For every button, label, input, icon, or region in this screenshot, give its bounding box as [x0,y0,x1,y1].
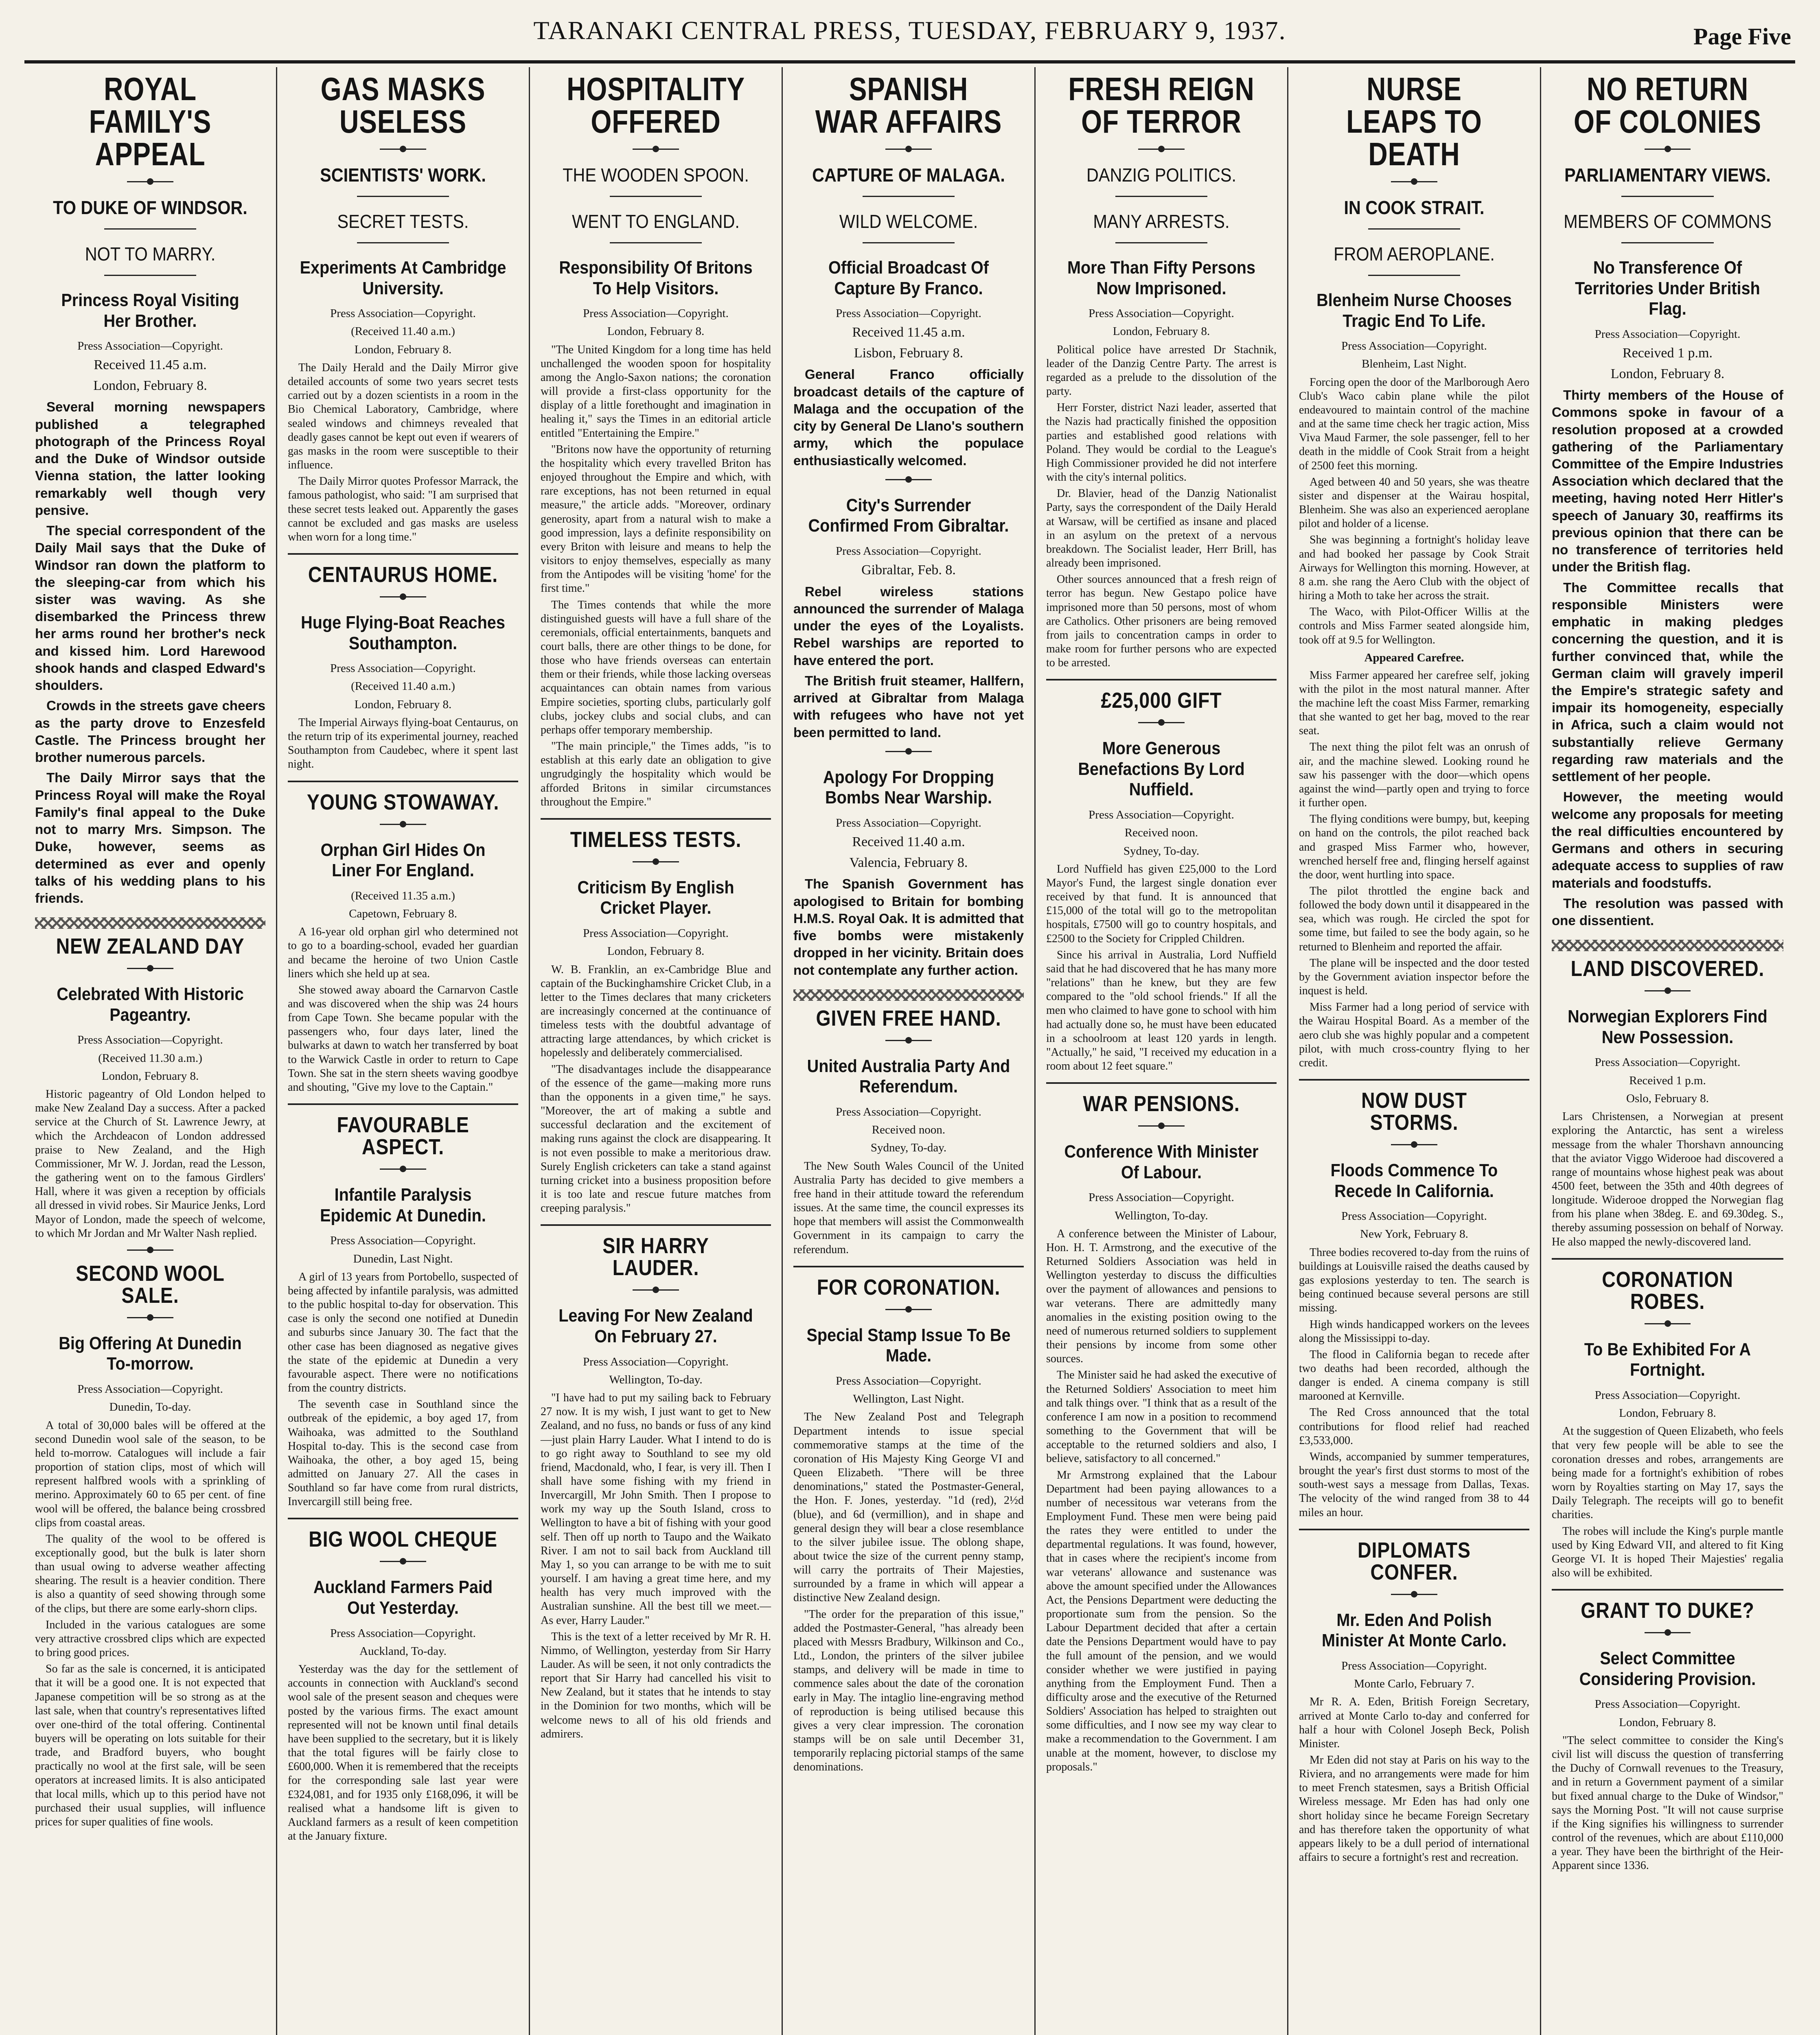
byline: Press Association—Copyright. [330,1234,476,1247]
dateline: Auckland, To-day. [359,1644,447,1658]
paragraph: Lars Christensen, a Norwegian at present exploring the Antarctic, has sent a wireless message from the whaler Thorshavn announcing that the aviator Viggo Widerooe had discovered a range of mountains whose highest peak was about 4500 feet, between the 35th and 40th degrees of longitude. Widerooe dropped the Norwegian flag from his plane when 38deg. E. and 69.30deg. S., thereby assuming possession on behalf of Norway. He also mapped the newly-discovered land. [1552,1110,1783,1248]
paragraph: "The disadvantages include the disappearance of the essence of the game—making more runs than the opponents in a given time," he says. "Moreover, the art of making a subtle and successful declaration and the excitement of making runs against the clock are disappearing. It is not even possible to make a meritorious draw. Surely English cricketers can take a stand against turning cricket into a business proposition before it is too late and rescue future matches from creeping paralysis." [541,1063,771,1215]
divider [1552,236,1783,249]
separator [1046,1082,1277,1084]
dateline: Sydney, To-day. [870,1141,947,1155]
divider [288,1554,518,1568]
byline: Press Association—Copyright. [1088,307,1234,320]
paragraph: Other sources announced that a fresh reign of terror has begun. New Gestapo police have imprisoned more than 50 persons, most of whom are Catholics. Other prisoners are being removed from jails to concentration camps in order to make room for further persons who are expected to be arrested. [1046,573,1277,670]
divider [288,1162,518,1176]
dateline: Blenheim, Last Night. [1362,357,1467,371]
deck: MEMBERS OF COMMONS [1564,211,1772,232]
divider [793,473,1024,486]
dateline: London, February 8. [354,698,452,711]
paragraph: Political police have arrested Dr Stachnik, leader of the Danzig Centre Party. The arrest is regarded as a prelude to the dissolution of the party. [1046,343,1277,398]
paragraph: The pilot throttled the engine back and followed the body down until it disappeared in the sea, which was rough. He circled the spot for some time, but failed to see the body again, so he returned to Blenheim and reported the affair. [1299,885,1529,953]
divider [1299,1587,1529,1601]
column-4 [783,67,1036,2035]
subhead: United Australia Party And Referendum. [807,1056,1010,1097]
deck: TO DUKE OF WINDSOR. [53,197,247,218]
paragraph: The quality of the wool to be offered is exceptionally good, but the bulk is later shorn than usual owing to adverse weather affecting shearing. The result is a heavier condition. There is also a quantity of seed showing through some of the clips, but there are some early-shorn clips. [35,1532,265,1615]
paragraph: The British fruit steamer, Hallfern, arrived at Gibraltar from Malaga with refugees who have not yet been permitted to land. [793,673,1024,740]
divider [35,1243,265,1257]
paragraph: Since his arrival in Australia, Lord Nuffield said that he had discovered that he has many more "relations" than he knew, but they are few compared to the "old school friends." If all the men who claimed to have gone to school with him had actually done so, he must have been educated in a schoolroom at least 120 yards in length. "Actually," he said, "I received my education in a room about 12 feet square." [1046,948,1277,1072]
paragraph: Several morning newspapers published a telegraphed photograph of the Princess Royal and the Duke of Windsor outside Vienna station, the latter looking remarkably well though very pensive. [35,399,265,518]
inline-subhead: Appeared Carefree. [1364,651,1464,664]
paragraph: The flying conditions were bumpy, but, keeping on hand on the controls, the pilot reached back and grasped Miss Farmer who, however, wrenched herself free and, flinging herself against the door, went hurtling into space. [1299,813,1529,881]
divider [1552,190,1783,202]
separator [1299,1079,1529,1081]
byline: Press Association—Copyright. [583,1355,729,1368]
subhead: Apology For Dropping Bombs Near Warship. [823,767,994,808]
subhead: City's Surrender Confirmed From Gibraltar. [808,495,1009,536]
dateline: London, February 8. [1113,325,1210,338]
paragraph: A total of 30,000 bales will be offered at the second Dunedin wool sale of the season, to be held to-morrow. Catalogues will include a fair proportion of station clips, most of which will represent halfbred wools with a sprinkling of merino. Approximately 60 to 65 per cent. of fine wool will be offered, the balance being crossbred clips from coastal areas. [35,1419,265,1529]
subhead: Experiments At Cambridge University. [300,258,506,298]
headline: SIR HARRY LAUDER. [602,1234,709,1280]
separator [1299,1529,1529,1530]
received-time: Received 1 p.m. [1629,1074,1706,1087]
subhead: Huge Flying-Boat Reaches Southampton. [301,612,505,653]
byline: Press Association—Copyright. [1341,1659,1487,1672]
received-time: (Received 11.30 a.m.) [98,1051,202,1065]
separator [793,1266,1024,1267]
subhead: Criticism By English Cricket Player. [577,877,734,918]
paragraph: W. B. Franklin, an ex-Cambridge Blue and captain of the Buckinghamshire Cricket Club, in a letter to the Times declares that many cricketers are increasingly concerned at the continuance of timeless tests with the doubtful advantage of attracting large attendances, by which cricket is hopelessly and deliberately commercialised. [541,963,771,1059]
byline: Press Association—Copyright. [330,662,476,675]
subhead: Responsibility Of Britons To Help Visitors. [559,258,753,298]
dateline: Wellington, Last Night. [853,1392,964,1406]
divider [1552,984,1783,998]
byline: Press Association—Copyright. [1341,339,1487,353]
separator [288,1103,518,1105]
divider [793,190,1024,202]
column-5 [1036,67,1288,2035]
dateline: London, February 8. [93,378,207,393]
paragraph: The Red Cross announced that the total contributions for flood relief had reached £3,533,000. [1299,1406,1529,1447]
paragraph: The Daily Mirror quotes Professor Marrack, the famous pathologist, who said: "I am surprised that these secret tests leaked out. Apparently the gases cannot be excluded and gas masks are useless when worn for a long time." [288,475,518,543]
headline: CENTAURUS HOME. [308,562,498,587]
paragraph: So far as the sale is concerned, it is anticipated that it will be a good one. It is not expected that Japanese competition will be so strong as at the last sale, when that country's representatives lifted over one-third of the total offering. Continental buyers will be operating on lots suitable for their trade, and Bradford buyers, who bought practically no wool at the first sale, will be seen operators at increased limits. It is also anticipated that local mills, which up to this period have not purchased their usual supplies, will influence prices for super qualities of fine wools. [35,1663,265,1828]
byline: Press Association—Copyright. [1594,1056,1741,1069]
byline: Press Association—Copyright. [1594,327,1741,341]
subhead: Blenheim Nurse Chooses Tragic End To Life. [1316,290,1512,331]
column-3 [530,67,783,2035]
separator [288,553,518,555]
separator [1046,679,1277,681]
subhead: More Than Fifty Persons Now Imprisoned. [1067,258,1256,298]
divider [541,236,771,249]
paragraph: Mr Armstrong explained that the Labour Department had been paying allowances to a number of necessitous war veterans from the Employment Fund. These men were being paid the rates they were entitled to under the departmental regulations. It was found, however, that in cases where the recipient's income from war veterans' allowance and sustenance was above the amount specified under the Allowances Act, the Pensions Department were deducting the proportionate sum from the pension. So the Labour Department decided that after a certain date the Pensions Department would have to pay the full amount of the pension, and we would consider whether we were justified in paying anything from the Employment Fund. Then a difficulty arose and the executive of the Returned Soldiers' Association has helped to straighten out some difficulties, and I now see my way clear to make a recommendation to the Government. I am unable at the moment, however, to disclose my proposals." [1046,1468,1277,1773]
divider [541,190,771,202]
subhead: More Generous Benefactions By Lord Nuffield. [1078,738,1245,800]
received-time: Received 11.45 a.m. [852,325,965,340]
divider [541,855,771,869]
received-time: Received noon. [872,1123,946,1137]
subhead: Select Committee Considering Provision. [1579,1648,1756,1689]
received-time: Received 1 p.m. [1623,346,1713,361]
paragraph: The Daily Herald and the Daily Mirror give detailed accounts of some two years secret tests carried out by a dozen scientists in a room in the Bio Chemical Laboratory, Cambridge, where sealed windows and chimneys revealed that deadly gases cannot be kept out even if wearers of gas masks in the room were susceptible to their influence. [288,361,518,472]
paragraph: The Committee recalls that responsible Ministers were emphatic in making pledges concerning the question, and it is further convinced that, while the German claim will gravely imperil the Empire's strategic safety and impair its homogeneity, especially in Africa, such a claim would not substantially relieve Germany regarding raw materials and the settlement of her people. [1552,580,1783,784]
paragraph: "The order for the preparation of this issue," added the Postmaster-General, "has already been placed with Messrs Bradbury, Wilkinson and Co., Ltd., London, the printers of the silver jubilee stamps, and delivery will be made in time to commence sales about the date of the coronation early in May. The intaglio line-engraving method of reproduction is being utilised because this gives a very clear impression. The coronation stamps will be on sale until December 31, temporarily replacing pictorial stamps of the same denominations. [793,1608,1024,1774]
paragraph: Forcing open the door of the Marlborough Aero Club's Waco cabin plane while the pilot endeavoured to maintain control of the machine and at the same time check her tragic action, Miss Viva Maud Farmer, the sole passenger, fell to her death in the middle of Cook Strait from a height of 2500 feet this morning. [1299,376,1529,472]
divider [288,817,518,831]
dateline: London, February 8. [607,945,705,958]
paragraph: The robes will include the King's purple mantle used by King Edward VII, and altered to fit King George VI. It is hoped Their Majesties' regalia also will be exhibited. [1552,1525,1783,1580]
dateline: London, February 8. [607,325,705,338]
page-number: Page Five [1693,23,1791,50]
paragraph: "The select committee to consider the King's civil list will discuss the question of transferring the Duchy of Cornwall revenues to the Treasury, and in return a Government payment of a similar but fixed annual charge to the Duke of Windsor," says the Morning Post. "It will not cause surprise if the King signifies his willingness to surrender control of the revenues, which are about £110,000 a year. They have been the birthright of the Heir-Apparent since 1336. [1552,1734,1783,1872]
dateline: Sydney, To-day. [1123,844,1200,858]
headline: HOSPITALITY OFFERED [567,71,745,140]
divider [1299,269,1529,281]
wave-divider [1552,940,1783,951]
divider [1046,190,1277,202]
headline: TIMELESS TESTS. [570,827,742,852]
separator [288,1518,518,1519]
headline: CORONATION ROBES. [1602,1267,1733,1314]
paragraph: "The United Kingdom for a long time has held unchallenged the wooden spoon for hospitality among the Anglo-Saxon nations; the coronation will provide a first-class opportunity for the display of a little forethought and imagination in healing it," says the Times in an editorial article entitled "Entertaining the Empire." [541,343,771,440]
byline: Press Association—Copyright. [1088,1191,1234,1204]
divider [1552,1317,1783,1330]
divider [288,590,518,604]
paragraph: Winds, accompanied by summer temperatures, brought the year's first dust storms to most of the south-west says a message from Dallas, Texas. The velocity of the wind ranged from 38 to 44 miles an hour. [1299,1450,1529,1519]
subhead: Conference With Minister Of Labour. [1064,1142,1259,1182]
paragraph: General Franco officially broadcast details of the capture of Malaga and the occupation of the city by General De Llano's southern army, which the populace enthusiastically welcomed. [793,367,1024,468]
paragraph: The New South Wales Council of the United Australia Party has decided to give members a free hand in their attitude toward the referendum issues. At the same time, the council expresses its hope that members will assist the Commonwealth Government in its campaign to carry the referendum. [793,1160,1024,1256]
paragraph: She stowed away aboard the Carnarvon Castle and was discovered when the ship was 24 hours from Cape Town. She became popular with the passengers who, four days later, lined the bulwarks at dawn to watch her transferred by boat to the Warwick Castle in order to return to Cape Town. She sat in the stern sheets waving goodbye and shouting, "Give my love to the Captain." [288,983,518,1094]
deck: PARLIAMENTARY VIEWS. [1564,164,1771,186]
paragraph: Herr Forster, district Nazi leader, asserted that the Nazis had practically finished the opposition parties and established good relations with Poland. They would be cordial to the League's High Commissioner provided he did not interfere with the city's internal politics. [1046,401,1277,484]
dateline: London, February 8. [1619,1716,1716,1729]
divider [1046,236,1277,249]
masthead [24,3,1795,63]
headline: ROYAL FAMILY'S APPEAL [89,71,212,172]
deck: DANZIG POLITICS. [1086,164,1237,186]
byline: Press Association—Copyright. [77,1033,223,1047]
deck: MANY ARRESTS. [1093,211,1230,232]
headline: NOW DUST STORMS. [1361,1088,1467,1135]
paragraph: The next thing the pilot felt was an onrush of air, and the machine slewed. Looking round he saw his passenger with the door—which opens against the wind—partly open and trying to force it further open. [1299,741,1529,810]
paragraph: "Britons now have the opportunity of returning the hospitality which every travelled Briton has enjoyed throughout the Empire and which, with rare exceptions, has not been returned in equal measure," the article adds. "Moreover, ordinary generosity, apart from a natural wish to make a good impression, lays a definite responsibility on every Briton with leisure and means to help the visitors to enjoy themselves, especially as many from the Antipodes will be visiting 'home' for the first time." [541,443,771,595]
paragraph: Yesterday was the day for the settlement of accounts in connection with Auckland's second wool sale of the present season and cheques were posted by the various firms. The exact amount represented will not be known until final details have been supplied to the secretary, but it is likely that the total figures will be fairly close to £600,000. When it is remembered that the receipts for the corresponding sale last year were £324,081, and for 1935 only £168,096, it will be realised what a handsome lift is given to Auckland farmers as a result of keen competition at the January fixture. [288,1663,518,1842]
headline: GAS MASKS USELESS [320,71,486,140]
deck: CAPTURE OF MALAGA. [812,164,1005,186]
dateline: Valencia, February 8. [849,855,968,870]
headline: FRESH REIGN OF TERROR [1068,71,1255,140]
headline: DIPLOMATS CONFER. [1358,1538,1471,1584]
paragraph: This is the text of a letter received by Mr R. H. Nimmo, of Wellington, yesterday from Sir Harry Lauder. As will be seen, it not only contradicts the report that Sir Harry had cancelled his visit to New Zealand, but it states that he intends to stay in the Dominion for two months, which will be welcome news to all of his old friends and admirers. [541,1630,771,1740]
paragraph: The Minister said he had asked the executive of the Returned Soldiers' Association to meet him and talk things over. "I think that as a result of the conference I am now in a position to recommend something to the Government that will be acceptable to the returned soldiers and also, I believe, satisfactory to all concerned." [1046,1369,1277,1465]
deck: WENT TO ENGLAND. [572,211,740,232]
paragraph: The Spanish Government has apologised to Britain for bombing H.M.S. Royal Oak. It is admitted that five bombs were mistakenly dropped in her vicinity. Britain does not contemplate any further action. [793,876,1024,978]
headline: YOUNG STOWAWAY. [307,790,499,814]
subhead: Infantile Paralysis Epidemic At Dunedin. [320,1185,486,1225]
paragraph: Crowds in the streets gave cheers as the party drove to Enzesfeld Castle. The Princess brought her brother numerous parcels. [35,698,265,765]
byline: Press Association—Copyright. [1594,1388,1741,1402]
paragraph: The Daily Mirror says that the Princess Royal will make the Royal Family's final appeal to the Duke not to marry Mrs. Simpson. The Duke, however, seems as determined as ever and openly talks of his wedding plans to his friends. [35,770,265,906]
divider [1299,223,1529,235]
paragraph: Mr R. A. Eden, British Foreign Secretary, arrived at Monte Carlo to-day and conferred for half a hour with Colonel Joseph Beck, Polish Minister. [1299,1696,1529,1750]
masthead-title: TARANAKI CENTRAL PRESS, TUESDAY, FEBRUARY 9, 1937. [533,16,1286,45]
paragraph: The resolution was passed with one dissentient. [1552,895,1783,928]
headline: SECOND WOOL SALE. [76,1261,225,1308]
wave-divider [35,917,265,929]
paragraph: The Times contends that while the more distinguished guests will have a full share of the ceremonials, official entertainments, banquets and court balls, there are other things to be done, for those who have friends overseas can entertain them or their friends, while those lacking overseas acquaintances can obtain names from various Empire societies, sporting clubs, particularly golf clubs, jockey clubs and social clubs, and can perhaps offer temporary membership. [541,598,771,736]
dateline: Capetown, February 8. [349,907,457,920]
byline: Press Association—Copyright. [1088,808,1234,822]
paragraph: However, the meeting would welcome any proposals for meeting the real difficulties encountered by Germans and others in securing adequate access to supplies of raw materials and foodstuffs. [1552,789,1783,891]
dateline: Oslo, February 8. [1626,1092,1709,1105]
byline: Press Association—Copyright. [836,545,981,558]
paragraph: "I have had to put my sailing back to February 27 now. It is my wish, I just want to get to New Zealand, and no fuss, no bands or fuss of any kind—just plain Harry Lauder. What I intend to do is to go right away to Southland to see my old friend, Macdonald, who, I fear, is very ill. Then I shall have some fishing with my friend in Invercargill, Mr John Smith. Then I propose to work my way up the South Island, cross to Wellington to have a bit of fishing with your good self. Then off up north to Taupo and the Waikato River. I am not to sail back from Auckland till May 1, so you can arrange to be with me to suit yourself. I am having a great time here, and my health has very much improved with the Australian sunshine. All the best till we meet.—As ever, Harry Lauder." [541,1392,771,1627]
received-time: (Received 11.35 a.m.) [351,889,455,902]
paragraph: The Imperial Airways flying-boat Centaurus, on the return trip of its experimental journey, reached Southampton from Caudebec, where it spent last night. [288,716,518,771]
dateline: Dunedin, To-day. [109,1400,191,1414]
divider [793,1302,1024,1316]
separator [541,1224,771,1226]
paragraph: Miss Farmer appeared her carefree self, joking with the pilot in the most natural manner. After the machine left the coast Miss Farmer, remarking that she wanted to get her bag, moved to the rear seat. [1299,669,1529,737]
dateline: Monte Carlo, February 7. [1354,1677,1474,1691]
headline: GIVEN FREE HAND. [816,1006,1001,1031]
divider [793,1033,1024,1047]
subhead: Leaving For New Zealand On February 27. [558,1306,753,1346]
divider [1552,142,1783,156]
dateline: London, February 8. [101,1069,199,1083]
paragraph: Lord Nuffield has given £25,000 to the Lord Mayor's Fund, the largest single donation ever received by that fund. It is announced that £15,000 of the total will go to the metropolitan hospitals, £7500 will go to country hospitals, and £2500 to the Society for Crippled Children. [1046,862,1277,945]
byline: Press Association—Copyright. [836,307,981,320]
byline: Press Association—Copyright. [583,307,729,320]
divider [288,142,518,156]
separator [1552,1258,1783,1260]
deck: IN COOK STRAIT. [1344,197,1485,218]
subhead: Princess Royal Visiting Her Brother. [61,290,239,331]
headline: LAND DISCOVERED. [1570,956,1765,981]
divider [35,223,265,235]
deck: SCIENTISTS' WORK. [320,164,486,186]
paragraph: A girl of 13 years from Portobello, suspected of being affected by infantile paralysis, was admitted to the public hospital to-day for observation. This case is only the second one notified at Dunedin and suburbs since January 30. The fact that the other case has been diagnosed as negative gives the state of the epidemic at Dunedin a very favourable aspect. There were no notifications from the country districts. [288,1270,518,1395]
paragraph: The flood in California began to recede after two deaths had been recorded, although the danger is ended. A cinema company is still marooned at Kernville. [1299,1348,1529,1403]
subhead: Auckland Farmers Paid Out Yesterday. [313,1577,493,1618]
headline: WAR PENSIONS. [1083,1092,1240,1116]
subhead: Special Stamp Issue To Be Made. [806,1325,1011,1366]
column-7 [1541,67,1794,2035]
paragraph: Dr. Blavier, head of the Danzig Nationalist Party, says the correspondent of the Daily Herald at Warsaw, will be certified as insane and placed in an asylum on the pretext of a nervous breakdown. The Socialist leader, Herr Brill, has already been imprisoned. [1046,487,1277,570]
subhead: To Be Exhibited For A Fortnight. [1584,1339,1751,1380]
columns [24,67,1795,2035]
divider [1046,716,1277,729]
paragraph: At the suggestion of Queen Elizabeth, who feels that very few people will be able to see the coronation dresses and robes, arrangements are being made for a fortnight's exhibition of robes worn by Royalties starting on May 17, says the Daily Telegraph. The receipts will go to benefit charities. [1552,1425,1783,1521]
subhead: Celebrated With Historic Pageantry. [57,984,244,1025]
headline: NO RETURN OF COLONIES [1574,71,1761,140]
byline: Press Association—Copyright. [836,816,981,830]
paragraph: High winds handicapped workers on the levees along the Mississippi to-day. [1299,1318,1529,1345]
byline: Press Association—Copyright. [330,1626,476,1640]
wave-divider [793,989,1024,1001]
headline: GRANT TO DUKE? [1581,1598,1754,1623]
column-6 [1288,67,1541,2035]
divider [1552,1626,1783,1639]
byline: Press Association—Copyright. [330,307,476,320]
headline: BIG WOOL CHEQUE [309,1527,497,1552]
paragraph: Miss Farmer had a long period of service with the Wairau Hospital Board. As a member of the aero club she was highly popular and a competent pilot, with much cross-country flying to her credit. [1299,1001,1529,1069]
byline: Press Association—Copyright. [583,927,729,940]
divider [793,744,1024,758]
dateline: London, February 8. [1610,366,1725,381]
dateline: Gibraltar, Feb. 8. [861,562,956,578]
paragraph: The seventh case in Southland since the outbreak of the epidemic, a boy aged 17, from Waihoaka, was admitted to the Southland Hospital to-day. This is the second case from Waihoaka, the other, a boy aged 15, being admitted on January 27. All the cases in Southland so far have come from rural districts, Invercargill still being free. [288,1398,518,1508]
paragraph: Included in the various catalogues are some very attractive crossbred clips which are expected to bring good prices. [35,1618,265,1659]
subhead: Big Offering At Dunedin To-morrow. [59,1333,242,1374]
divider [1046,1119,1277,1133]
headline: FOR CORONATION. [817,1275,1001,1300]
subhead: Norwegian Explorers Find New Possession. [1568,1007,1767,1047]
subhead: Mr. Eden And Polish Minister At Monte Carlo. [1322,1610,1507,1651]
paragraph: The special correspondent of the Daily Mail says that the Duke of Windsor ran down the platform to the sleeping-car from which his sister was waving. As she disembarked the Princess threw her arms round her brother's neck and kissed him. Lord Harewood shook hands and clasped Edward's shoulders. [35,523,265,693]
headline: FAVOURABLE ASPECT. [337,1113,469,1160]
column-1 [24,67,277,2035]
paragraph: A 16-year old orphan girl who determined not to go to a boarding-school, evaded her guardian and became the heroine of two Union Castle liners which she held up at sea. [288,926,518,980]
byline: Press Association—Copyright. [77,339,223,353]
separator [1552,1589,1783,1591]
subhead: No Transference Of Territories Under British Flag. [1575,258,1760,319]
divider [541,1283,771,1297]
paragraph: "The main principle," the Times adds, "is to establish at this early date an obligation to give ungrudgingly the hospitality which would be afforded Britons in similar circumstances throughout the Empire." [541,740,771,808]
dateline: London, February 8. [354,343,452,356]
subhead: Official Broadcast Of Capture By Franco. [828,258,989,298]
deck: WILD WELCOME. [839,211,978,232]
paragraph: The New Zealand Post and Telegraph Department intends to issue special commemorative stamps at the time of the coronation of His Majesty King George VI and Queen Elizabeth. "There will be three denominations," stated the Postmaster-General, the Hon. F. Jones, yesterday. "1d (red), 2½d (blue), and 6d (vermillion), and in shape and general design they will bear a close resemblance to the silver jubilee issue. The oblong shape, about twice the size of the current penny stamp, will carry the portraits of Their Majesties, surrounded by a frame in which will appear a distinctive New Zealand design. [793,1411,1024,1604]
divider [793,236,1024,249]
received-time: Received 11.45 a.m. [94,357,207,373]
paragraph: The plane will be inspected and the door tested by the Government aviation inspector before the inquest is held. [1299,956,1529,998]
byline: Press Association—Copyright. [77,1383,223,1396]
headline: NURSE LEAPS TO DEATH [1346,71,1482,172]
headline: SPANISH WAR AFFAIRS [815,71,1002,140]
dateline: Lisbon, February 8. [854,345,964,361]
divider [541,142,771,156]
deck: FROM AEROPLANE. [1334,243,1495,265]
received-time: (Received 11.40 a.m.) [351,325,455,338]
dateline: London, February 8. [1619,1407,1716,1420]
paragraph: Mr Eden did not stay at Paris on his way to the Riviera, and no arrangements were made for him to meet French statesmen, says a British Official Wireless message. Mr Eden has had only one short holiday since he became Foreign Secretary and has therefore taken the opportunity of what appears likely to be a dull period of international affairs to secure a fortnight's rest and recreation. [1299,1754,1529,1864]
dateline: Dunedin, Last Night. [353,1252,453,1265]
dateline: New York, February 8. [1360,1228,1468,1241]
byline: Press Association—Copyright. [836,1374,981,1387]
divider [288,236,518,249]
paragraph: She was beginning a fortnight's holiday leave and had booked her passage by Cook Strait Airways for Wellington this morning. However, at 8 a.m. she rang the Aero Club with the object of hiring a Moth to take her across the strait. [1299,534,1529,602]
divider [288,190,518,202]
paragraph: Three bodies recovered to-day from the ruins of buildings at Louisville raised the deaths caused by gas explosions yesterday to ten. The search is being continued because several persons are still missing. [1299,1246,1529,1315]
separator [541,818,771,820]
dateline: Wellington, To-day. [609,1373,703,1386]
column-2 [277,67,530,2035]
separator [288,781,518,782]
paragraph: Thirty members of the House of Commons spoke in favour of a resolution proposed at a crowded gathering of the Parliamentary Committee of the Empire Industries Association which declared that the meeting, having noted Herr Hitler's speech of January 30, reaffirms its previous opinion that there can be no transference of territories held under the British flag. [1552,387,1783,575]
headline: £25,000 GIFT [1101,688,1222,713]
paragraph: Rebel wireless stations announced the surrender of Malaga under the eyes of the Loyalists. Rebel warships are reported to have entered the port. [793,584,1024,668]
headline: NEW ZEALAND DAY [56,934,245,959]
received-time: Received noon. [1124,826,1198,840]
subhead: Floods Commence To Recede In California. [1330,1160,1498,1201]
divider [1046,142,1277,156]
deck: SECRET TESTS. [337,211,469,232]
deck: NOT TO MARRY. [85,243,216,265]
divider [35,175,265,188]
received-time: Received 11.40 a.m. [852,834,965,850]
divider [793,142,1024,156]
byline: Press Association—Copyright. [836,1105,981,1118]
byline: Press Association—Copyright. [1341,1210,1487,1223]
paragraph: Historic pageantry of Old London helped to make New Zealand Day a success. After a packed service at the Church of St. Lawrence Jewry, at which the Archdeacon of London addressed praise to New Zealand, and the High Commissioner, Mr W. J. Jordan, read the Lesson, the gathering went on to the famous Girdlers' Hall, where it was given a reception by officials all dressed in vivid robes. Sir Maurice Jenks, Lord Mayor of London, made the speech of welcome, to which Mr Jordan and Mr Walter Nash replied. [35,1088,265,1240]
paragraph: The Waco, with Pilot-Officer Willis at the controls and Miss Farmer seated alongside him, took off at 9.5 for Wellington. [1299,606,1529,646]
divider [35,269,265,281]
paragraph: Aged between 40 and 50 years, she was theatre sister and dispenser at the Wairau hospital, Blenheim. She was also an experienced aeroplane pilot and holder of a license. [1299,475,1529,530]
divider [1299,1138,1529,1151]
deck: THE WOODEN SPOON. [563,164,749,186]
received-time: (Received 11.40 a.m.) [351,680,455,693]
divider [35,1311,265,1324]
divider [35,961,265,975]
paragraph: A conference between the Minister of Labour, Hon. H. T. Armstrong, and the executive of the Returned Soldiers Association was held in Wellington yesterday to discuss the difficulties over the payment of allowances and pensions to war veterans. There are admittedly many anomalies in the existing position owing to the need of numerous returned soldiers to supplement their pensions by income from some other sources. [1046,1227,1277,1365]
subhead: Orphan Girl Hides On Liner For England. [320,840,486,881]
dateline: Wellington, To-day. [1115,1209,1208,1222]
divider [1299,175,1529,188]
byline: Press Association—Copyright. [1594,1698,1741,1711]
